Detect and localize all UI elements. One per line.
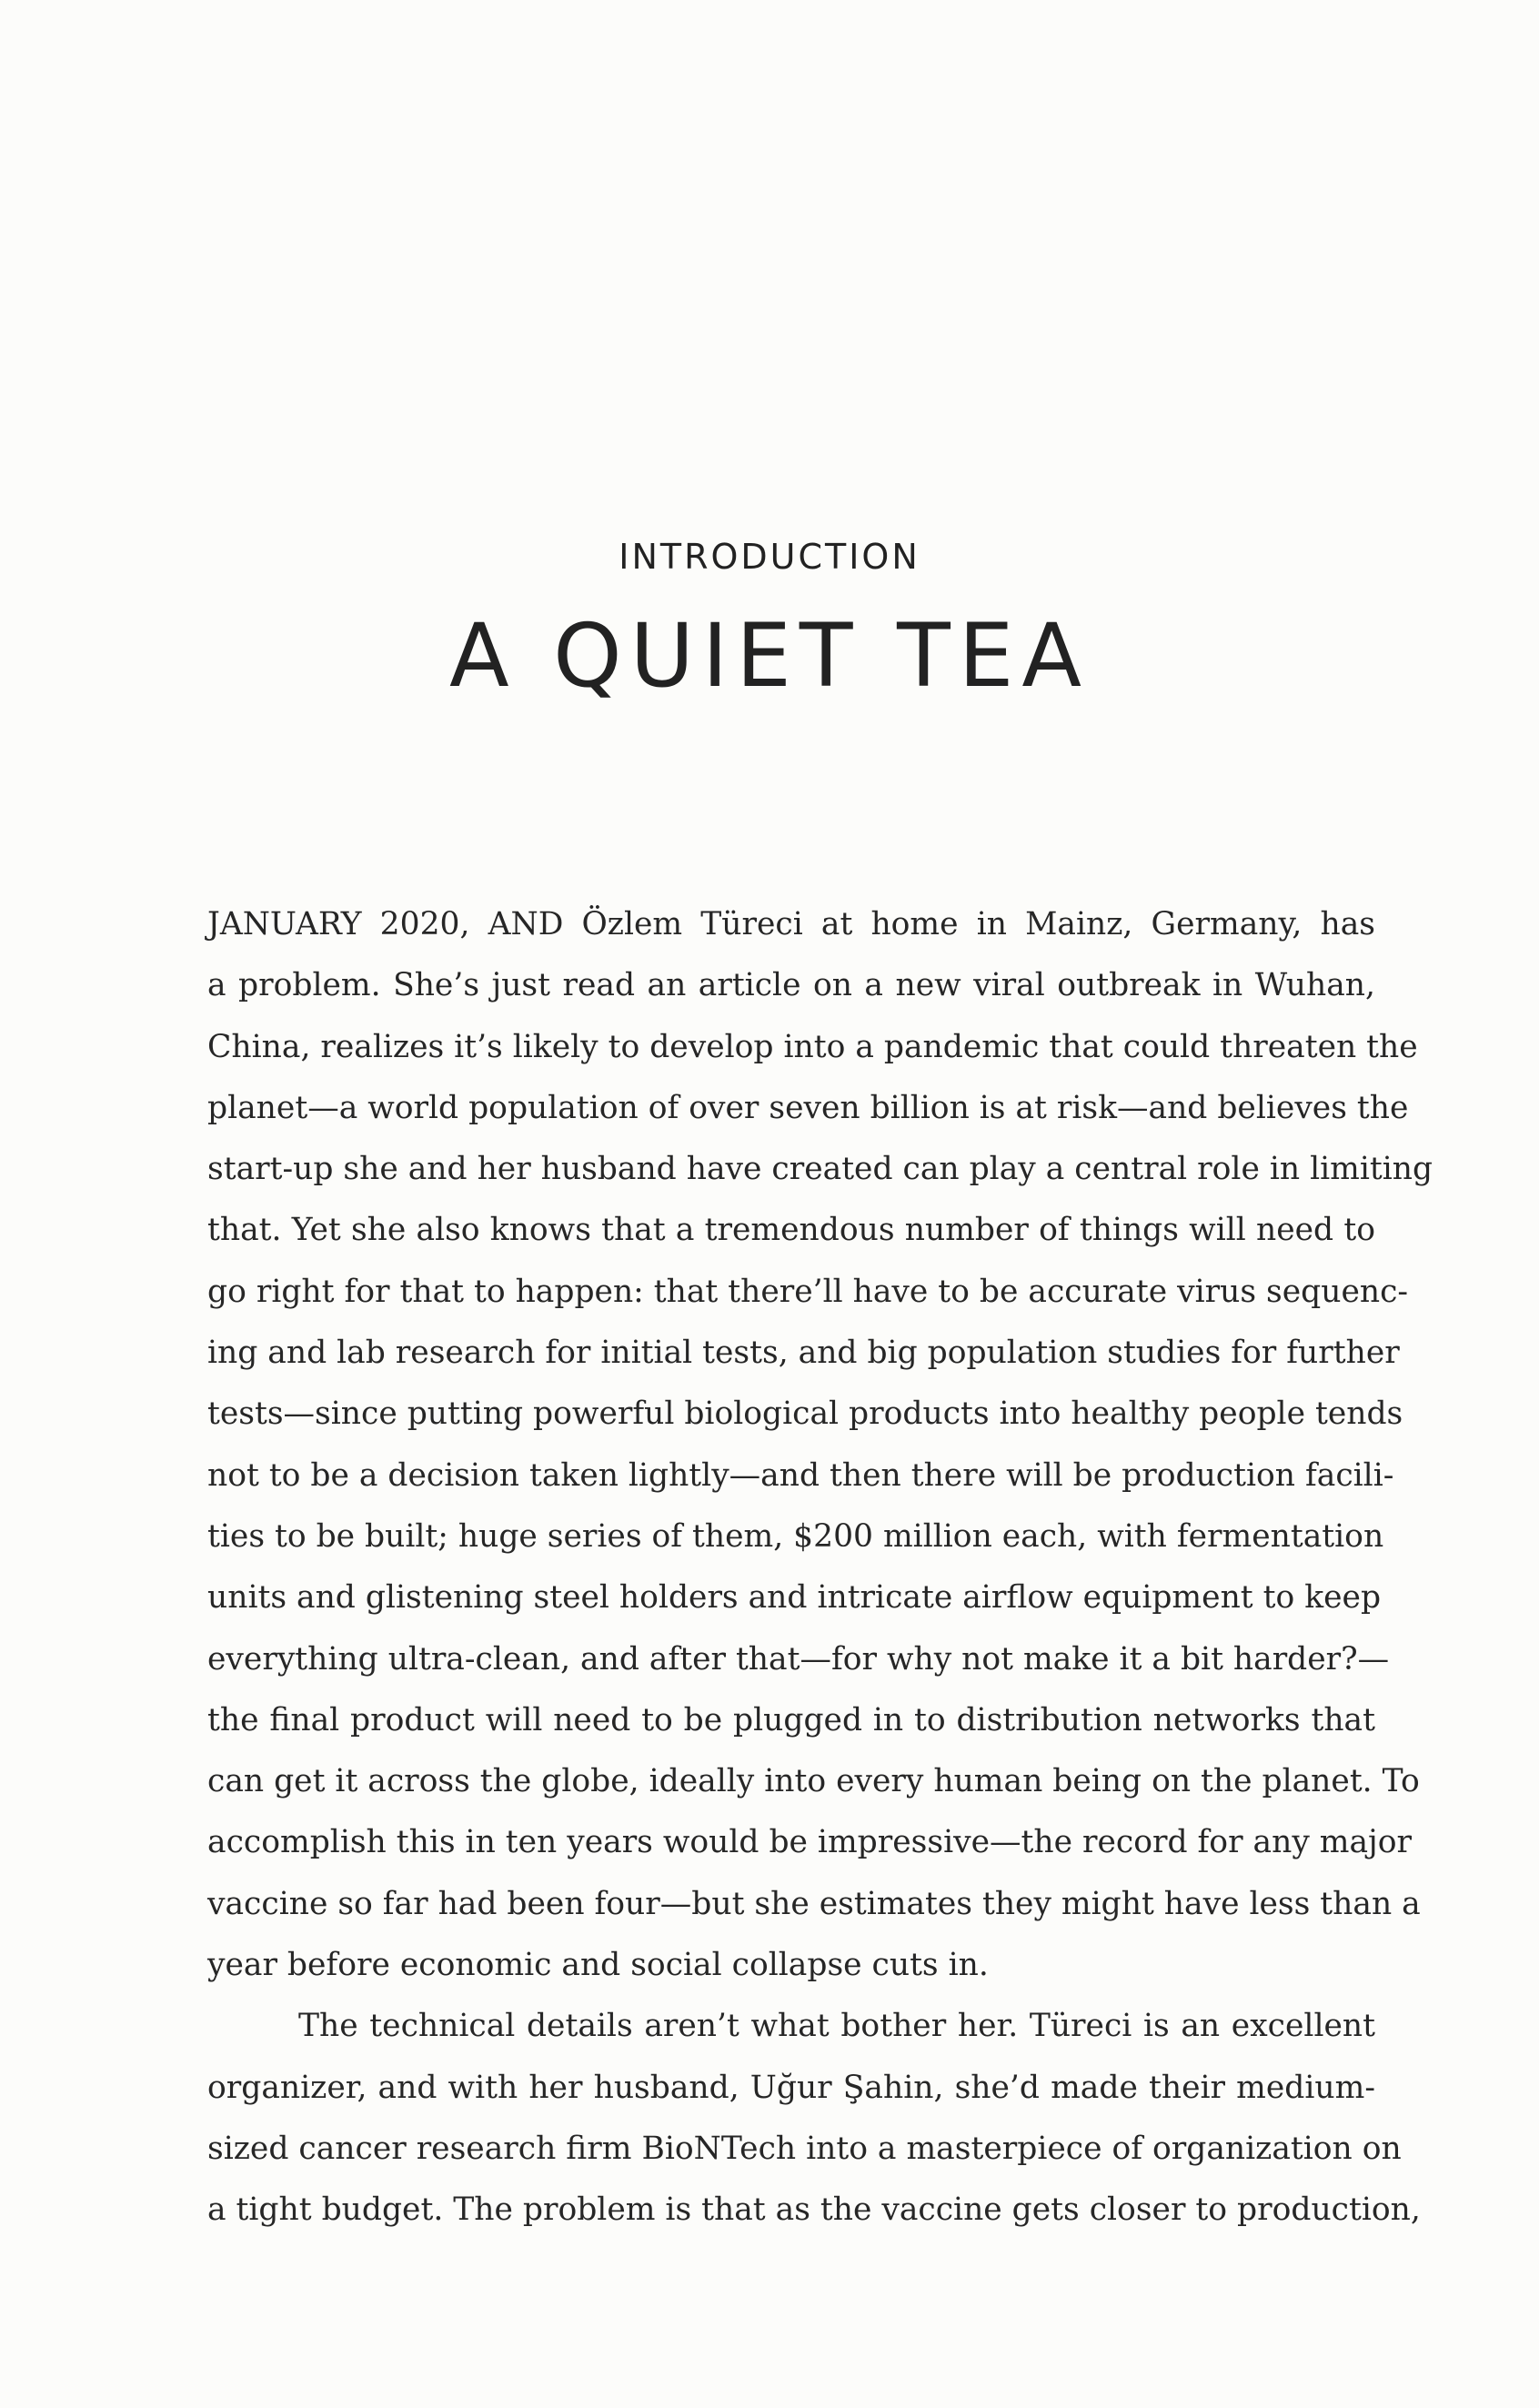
text-line: vaccine so far had been four—but she estimates they might have less than a [207, 1885, 1421, 1922]
text-line: tests—since putting powerful biological products into healthy people tends [207, 1395, 1403, 1433]
text-line: China, realizes it’s likely to develop into a pandemic that could threaten the [207, 1028, 1418, 1065]
text-line: units and glistening steel holders and intricate airflow equipment to keep [207, 1579, 1382, 1617]
chapter-title: A QUIET TEA [448, 605, 1091, 707]
text-line: not to be a decision taken lightly—and then there will be production facili- [207, 1456, 1394, 1494]
paragraph-1 [207, 894, 1433, 1996]
text-line: JANUARY 2020, AND Özlem Türeci at home in Mainz, Germany, has [207, 906, 1375, 942]
text-line: accomplish this in ten years would be impressive—the record for any major [207, 1824, 1413, 1861]
body-text [207, 894, 1433, 2242]
text-line: the final product will need to be plugged in to distribution networks that [207, 1701, 1375, 1738]
text-line: go right for that to happen: that there’ll have to be accurate virus sequenc- [207, 1273, 1409, 1310]
text-line: planet—a world population of over seven billion is at risk—and believes the [207, 1089, 1409, 1126]
text-line: can get it across the globe, ideally into every human being on the planet. To [207, 1763, 1420, 1800]
text-line: ties to be built; huge series of them, $200 million each, with fermentation [207, 1517, 1384, 1555]
text-line: start-up she and her husband have created can play a central role in limiting [207, 1151, 1433, 1188]
text-line: a tight budget. The problem is that as the vaccine gets closer to production, [207, 2191, 1421, 2229]
text-line: ing and lab research for initial tests, and big population studies for further [207, 1335, 1400, 1372]
chapter-label: INTRODUCTION [619, 537, 920, 577]
text-line: organizer, and with her husband, Uğur Şahin, she’d made their medium- [207, 2069, 1375, 2106]
text-line: The technical details aren’t what bother her. Türeci is an excellent [298, 2008, 1375, 2045]
text-line: that. Yet she also knows that a tremendous number of things will need to [207, 1212, 1375, 1249]
text-line: sized cancer research firm BioNTech into a masterpiece of organization on [207, 2130, 1402, 2167]
paragraph-2 [207, 1996, 1421, 2241]
text-line: a problem. She’s just read an article on a new viral outbreak in Wuhan, [207, 967, 1375, 1004]
text-line: everything ultra-clean, and after that—for why not make it a bit harder?— [207, 1640, 1390, 1678]
text-line: year before economic and social collapse cuts in. [207, 1947, 989, 1984]
